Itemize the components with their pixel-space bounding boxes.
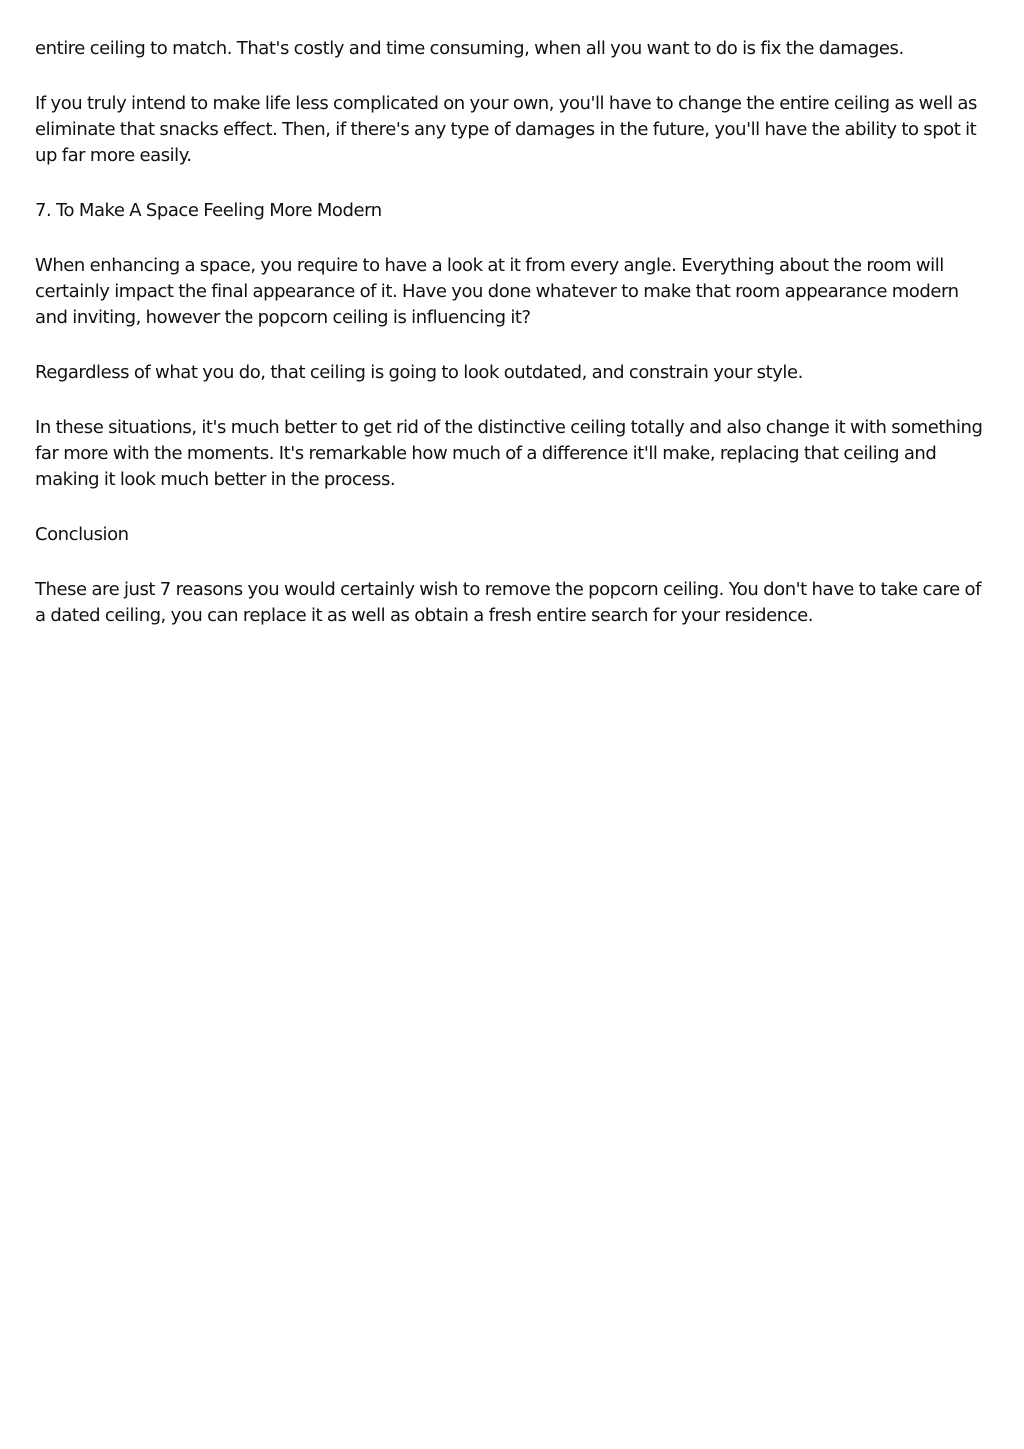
section-heading-modern: 7. To Make A Space Feeling More Modern bbox=[35, 200, 382, 221]
paragraph-enhancing-space: When enhancing a space, you require to have a look at it from every angle. Everything about the room will certainly impact the final appearance of it. Have you done whatever to make that room appearance modern and inviting, however the popcorn ceiling is influencing it? bbox=[35, 255, 959, 328]
section-heading-conclusion: Conclusion bbox=[35, 524, 129, 545]
paragraph-change-ceiling: If you truly intend to make life less complicated on your own, you'll have to change the entire ceiling as well as eliminate that snacks effect. Then, if there's any type of damages in the future, you'll have the ability to spot it up far more easily. bbox=[35, 93, 977, 166]
paragraph-situations: In these situations, it's much better to get rid of the distinctive ceiling totally and also change it with something far more with the moments. It's remarkable how much of a difference it'll make, replacing that ceiling and making it look much better in the process. bbox=[35, 417, 983, 490]
document-page bbox=[35, 36, 995, 658]
paragraph-conclusion: These are just 7 reasons you would certainly wish to remove the popcorn ceiling. You don't have to take care of a dated ceiling, you can replace it as well as obtain a fresh entire search for your residence. bbox=[35, 579, 981, 626]
paragraph-ceiling-match: entire ceiling to match. That's costly and time consuming, when all you want to do is fix the damages. bbox=[35, 38, 904, 59]
paragraph-outdated: Regardless of what you do, that ceiling is going to look outdated, and constrain your style. bbox=[35, 362, 803, 383]
